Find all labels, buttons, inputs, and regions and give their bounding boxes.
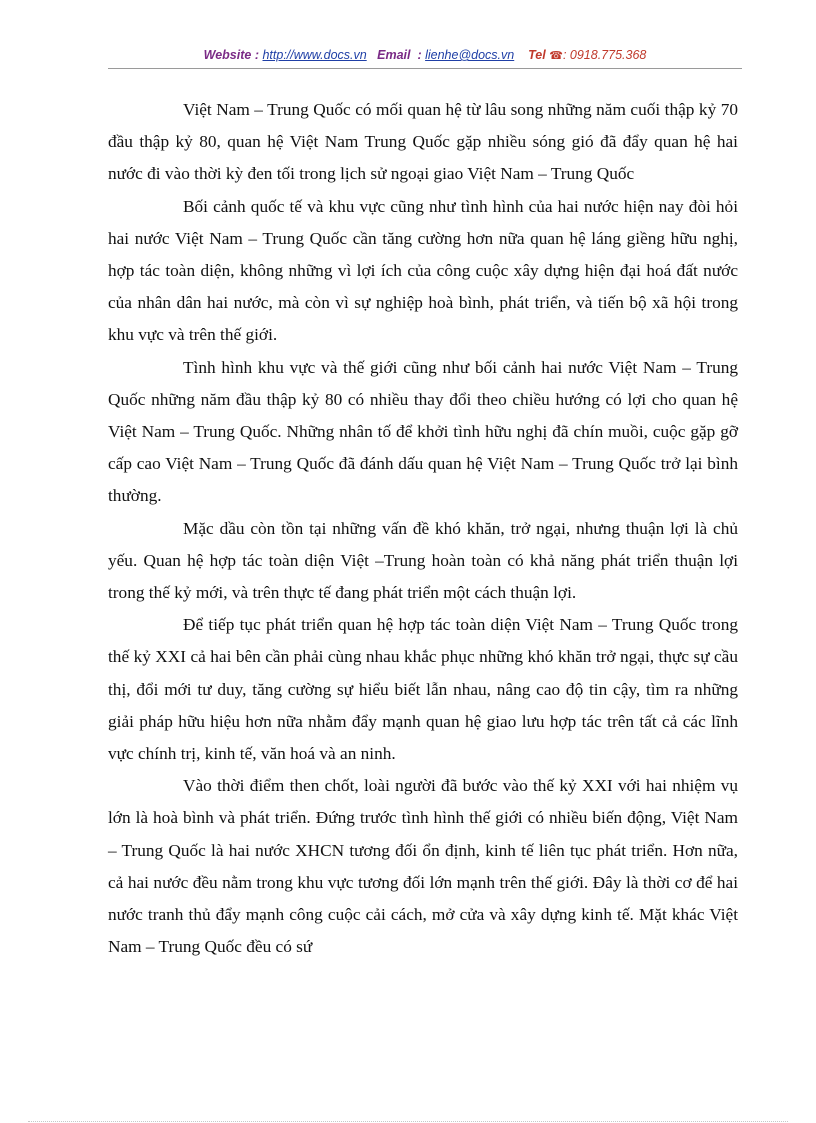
paragraph: Để tiếp tục phát triển quan hệ hợp tác toàn diện Việt Nam – Trung Quốc trong thế kỷ XXI cả hai bên cần phải cùng nhau khắc phục những khó khăn trở ngại, thực sự cầu thị, đổi mới tư duy, tăng cường sự hiểu biết lẫn nhau, nâng cao độ tin cậy, tìm ra những giải pháp hữu hiệu hơn nữa nhằm đẩy mạnh quan hệ giao lưu hợp tác trên tất cả các lĩnh vực chính trị, kinh tế, văn hoá và an ninh.	[108, 615, 738, 764]
tel-label: Tel	[528, 48, 546, 62]
phone-icon: ☎	[549, 50, 563, 62]
paragraph: Việt Nam – Trung Quốc có mối quan hệ từ lâu song những năm cuối thập kỷ 70 đầu thập kỷ 80, quan hệ Việt Nam Trung Quốc gặp nhiều sóng gió đã đẩy quan hệ hai nước đi vào thời kỳ đen tối trong lịch sử ngoại giao Việt Nam – Trung Quốc	[108, 100, 738, 184]
header-divider	[108, 68, 742, 69]
paragraph: Vào thời điểm then chốt, loài người đã bước vào thế kỷ XXI với hai nhiệm vụ lớn là hoà bình và phát triển. Đứng trước tình hình thế giới có nhiều biến động, Việt Nam – Trung Quốc là hai nước XHCN tương đối ổn định, kinh tế liên tục phát triển. Hơn nữa, cả hai nước đều nằm trong khu vực tương đối lớn mạnh trên thế giới. Đây là thời cơ để hai nước tranh thủ đẩy mạnh công cuộc cải cách, mở cửa và xây dựng kinh tế. Mặt khác Việt Nam – Trung Quốc đều có sứ	[108, 776, 738, 957]
website-label: Website	[203, 48, 252, 62]
document-body	[108, 94, 738, 963]
footer-divider	[28, 1121, 788, 1122]
paragraph: Tình hình khu vực và thế giới cũng như bối cảnh hai nước Việt Nam – Trung Quốc những năm đầu thập kỷ 80 có nhiều thay đổi theo chiều hướng có lợi cho quan hệ Việt Nam – Trung Quốc. Những nhân tố để khởi tình hữu nghị đã chín muồi, cuộc gặp gỡ cấp cao Việt Nam – Trung Quốc đã đánh dấu quan hệ Việt Nam – Trung Quốc trở lại bình thường.	[108, 357, 738, 506]
email-link[interactable]: lienhe@docs.vn	[425, 48, 515, 62]
page-header	[108, 48, 742, 66]
paragraph: Mặc dầu còn tồn tại những vấn đề khó khăn, trở ngại, nhưng thuận lợi là chủ yếu. Quan hệ hợp tác toàn diện Việt –Trung hoàn toàn có khả năng phát triển thuận lợi trong thế kỷ mới, và trên thực tế đang phát triển một cách thuận lợi.	[108, 518, 738, 603]
phone-number: : 0918.775.368	[562, 48, 647, 62]
email-colon: :	[417, 48, 422, 62]
website-link[interactable]: http://www.docs.vn	[262, 48, 367, 62]
email-label: Email	[377, 48, 411, 62]
paragraph: Bối cảnh quốc tế và khu vực cũng như tình hình của hai nước hiện nay đòi hỏi hai nước Việt Nam – Trung Quốc cần tăng cường hơn nữa quan hệ láng giềng hữu nghị, hợp tác toàn diện, không những vì lợi ích của công cuộc xây dựng hiện đại hoá đất nước của nhân dân hai nước, mà còn vì sự nghiệp hoà bình, phát triển, và tiến bộ xã hội trong khu vực và trên thế giới.	[108, 196, 738, 345]
website-colon: :	[254, 48, 259, 62]
